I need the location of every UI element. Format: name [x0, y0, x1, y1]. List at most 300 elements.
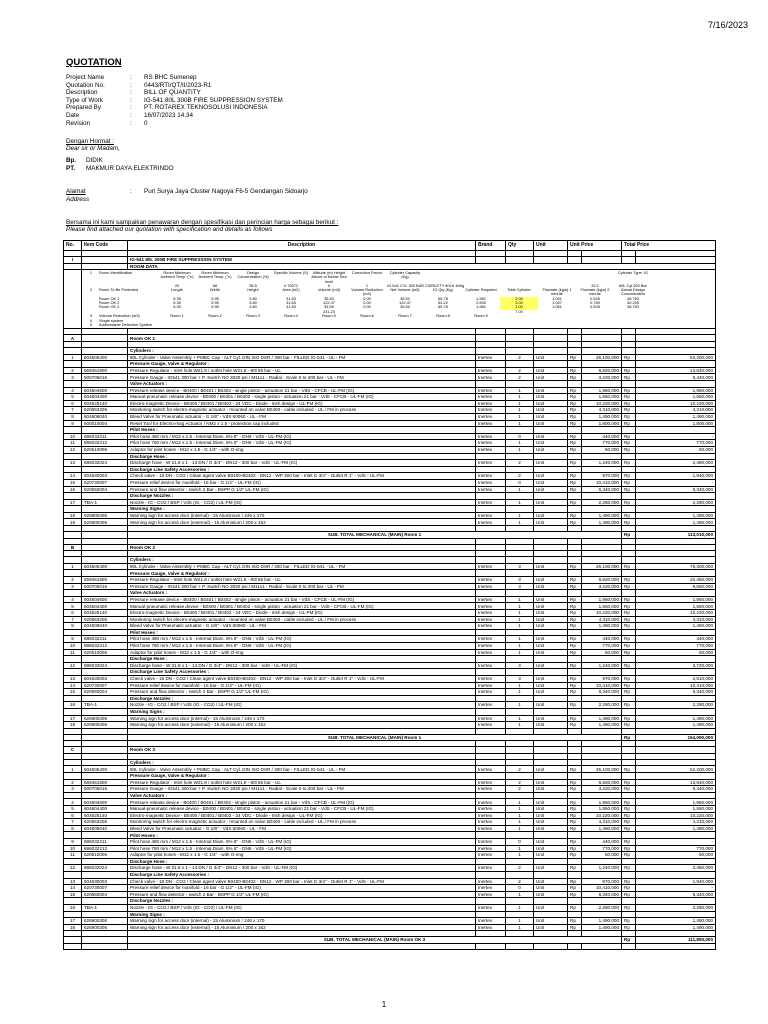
group-row: [64, 348, 716, 355]
table-cell: [582, 871, 622, 878]
item-brand: Inertex: [476, 891, 506, 898]
item-no: 8: [64, 825, 82, 832]
detection-row: [84, 323, 713, 327]
table-cell: [636, 590, 716, 597]
group-label: Cylinders :: [128, 759, 476, 766]
currency: Rp: [622, 577, 636, 584]
table-cell: [506, 898, 534, 905]
table-cell: [534, 466, 568, 473]
item-row: [64, 806, 716, 813]
subtotal-value: 154,090,000: [636, 734, 716, 741]
room-data-cell: [82, 270, 716, 329]
item-unit-price: 6,340,000: [582, 486, 622, 493]
group-row: [64, 695, 716, 702]
currency: Rp: [622, 904, 636, 911]
currency: Rp: [622, 937, 636, 944]
table-cell: [636, 656, 716, 663]
item-unit-price: 10,220,000: [582, 812, 622, 819]
item-code: 604604400: [82, 394, 128, 401]
info-value: RS BHC Sumenep: [144, 74, 197, 81]
room-data-value: 1.051: [552, 295, 562, 301]
currency: Rp: [568, 563, 582, 570]
table-cell: [622, 466, 636, 473]
table-cell: [506, 466, 534, 473]
room-data-value: Room 4: [284, 313, 298, 319]
item-unit-price: 10,410,000: [582, 885, 622, 892]
item-qty: 0: [506, 433, 534, 440]
header-no: No.: [64, 241, 82, 251]
item-unit: Unit: [534, 420, 568, 427]
table-cell: [64, 656, 82, 663]
table-cell: [64, 937, 82, 944]
currency: Rp: [622, 596, 636, 603]
subtotal-label: SUB. TOTAL MECHANICAL (MAIN) Room 1: [128, 532, 622, 539]
currency: Rp: [622, 715, 636, 722]
item-total-price: 52,200,000: [636, 354, 716, 361]
item-description: Nozzle - IG - CO2 / BSP / VdS (IG - CO2) / UL-FM (IG): [128, 904, 476, 911]
table-cell: [506, 759, 534, 766]
item-qty: 3: [506, 577, 534, 584]
room-data-value: 65.78: [438, 304, 448, 310]
room-data-block-row: [64, 270, 716, 329]
table-cell: [582, 898, 622, 905]
item-no: 7: [64, 407, 82, 414]
item-description: Pressure Regulator - Inlet hole W21.8 / outlet hole W21.8 - 80l 55 bar - UL: [128, 367, 476, 374]
room-data-value: Volume Reduction (m3): [351, 287, 383, 297]
item-unit: Unit: [534, 689, 568, 696]
item-unit-price: 50,000: [582, 649, 622, 656]
item-description: Pressure Regulator - Inlet hole W21.8 / outlet hole W21.8 - 80l 55 bar - UL: [128, 577, 476, 584]
item-unit: Unit: [534, 675, 568, 682]
table-cell: [82, 773, 128, 780]
table-cell: [622, 695, 636, 702]
item-no: 16: [64, 702, 82, 709]
subtotal-row: [64, 734, 716, 741]
currency: Rp: [622, 852, 636, 859]
room-data-value: 31.83: [286, 295, 296, 301]
item-qty: 1: [506, 413, 534, 420]
currency: Rp: [568, 473, 582, 480]
group-row: [64, 361, 716, 368]
table-cell: [506, 453, 534, 460]
item-code: 620730007: [82, 479, 128, 486]
table-cell: [568, 257, 582, 264]
item-unit: Unit: [534, 616, 568, 623]
item-brand: Inertex: [476, 918, 506, 925]
info-label: Description: [66, 89, 98, 97]
currency: Rp: [622, 722, 636, 729]
item-unit-price: 4,310,000: [582, 616, 622, 623]
item-brand: Inertex: [476, 702, 506, 709]
table-cell: [476, 257, 506, 264]
table-cell: [568, 381, 582, 388]
item-unit-price: 970,000: [582, 473, 622, 480]
table-cell: [476, 656, 506, 663]
table-cell: [622, 570, 636, 577]
item-total-price: 6,440,000: [636, 786, 716, 793]
item-description: Pressure and flow detector - switch 2 Bar - BSPP G 1/2" UL-FM (IG): [128, 891, 476, 898]
item-description: Warning sign for access door (external) - 15 Aluminium / 200 x 162: [128, 722, 476, 729]
item-code: 604625140: [82, 610, 128, 617]
currency: Rp: [622, 819, 636, 826]
item-brand: Inertex: [476, 649, 506, 656]
currency: Rp: [622, 519, 636, 526]
group-row: [64, 656, 716, 663]
currency: Rp: [568, 642, 582, 649]
table-cell: [622, 898, 636, 905]
info-colon: :: [130, 104, 132, 112]
group-label: Pressure Gauge, Valve & Regulator :: [128, 570, 476, 577]
currency: Rp: [622, 486, 636, 493]
group-row: [64, 708, 716, 715]
item-brand: Inertex: [476, 689, 506, 696]
item-unit-price: 1,490,000: [582, 924, 622, 931]
item-qty: 1: [506, 904, 534, 911]
table-cell: [476, 832, 506, 839]
item-code: 604630003: [82, 473, 128, 480]
table-cell: [534, 773, 568, 780]
table-cell: [568, 871, 582, 878]
currency: Rp: [622, 499, 636, 506]
room-data-value: [652, 323, 690, 327]
item-unit-price: 2,280,000: [582, 904, 622, 911]
item-row: [64, 374, 716, 381]
room-data-value: Room 7: [398, 313, 412, 319]
item-no: 5: [64, 603, 82, 610]
item-code: 500705016: [82, 583, 128, 590]
recipient-value: DIDIK: [86, 157, 103, 164]
item-total-price: -: [636, 839, 716, 846]
item-description: Pilot hose 760 mm / M12 x 1.5 - Internal Diam. 6% 8" - DN6 - VdS - UL-FM (IG): [128, 845, 476, 852]
currency: Rp: [622, 400, 636, 407]
table-cell: [476, 669, 506, 676]
item-total-price: 1,940,000: [636, 473, 716, 480]
item-row: [64, 799, 716, 806]
item-total-price: 3,720,000: [636, 662, 716, 669]
table-cell: [636, 871, 716, 878]
room-data-value: Room Identification: [99, 270, 133, 276]
item-no: 3: [64, 583, 82, 590]
table-cell: [82, 590, 128, 597]
item-description: Warning sign for access door (internal) - 15 Aluminium / 246 x 170: [128, 512, 476, 519]
table-cell: [128, 943, 476, 949]
page-title: QUOTATION: [66, 57, 122, 68]
item-total-price: 2,280,000: [636, 904, 716, 911]
table-cell: [476, 708, 506, 715]
table-cell: [64, 361, 82, 368]
room-data-value: 0.00: [363, 300, 371, 306]
table-cell: [64, 871, 82, 878]
blank-row: [64, 943, 716, 949]
currency: Rp: [568, 460, 582, 467]
item-row: [64, 689, 716, 696]
item-no: 17: [64, 499, 82, 506]
item-code: 620650004: [82, 689, 128, 696]
item-total-price: 6,340,000: [636, 486, 716, 493]
item-total-price: 1,490,000: [636, 918, 716, 925]
table-cell: [476, 381, 506, 388]
item-description: Nozzle - IG - CO2 / BSP / VdS (IG - CO2) / UL-FM (IG): [128, 702, 476, 709]
item-brand: Inertex: [476, 924, 506, 931]
item-unit: Unit: [534, 460, 568, 467]
currency: Rp: [622, 512, 636, 519]
table-cell: [476, 493, 506, 500]
item-row: [64, 354, 716, 361]
table-cell: [568, 453, 582, 460]
item-qty: 2: [506, 766, 534, 773]
room-data-value: 3.80: [249, 304, 257, 310]
table-cell: [622, 453, 636, 460]
header-brand: Brand: [476, 241, 506, 251]
item-no: 1: [64, 354, 82, 361]
table-cell: [476, 943, 506, 949]
item-qty: 1: [506, 499, 534, 506]
group-row: [64, 590, 716, 597]
item-no: 14: [64, 682, 82, 689]
item-description: Pressure relief device for manifold - 16 bar - G 1/2" - UL-FM (IG): [128, 479, 476, 486]
table-cell: [82, 453, 128, 460]
room-data-value: 5.95: [211, 304, 219, 310]
item-description: Monitoring switch for electro-magnetic actuator - mounted on valve B0400 - cable included - UL / FM in process: [128, 407, 476, 414]
item-brand: Inertex: [476, 440, 506, 447]
currency: Rp: [568, 446, 582, 453]
item-code: 626900306: [82, 512, 128, 519]
item-brand: Inertex: [476, 865, 506, 872]
room-data-value: [576, 323, 614, 327]
room-data-value: 5.35: [173, 300, 181, 306]
room-data-value: [462, 323, 500, 327]
info-value: IG-541 80L 300B FIRE SUPPRESSION SYSTEM: [144, 96, 283, 104]
group-row: [64, 792, 716, 799]
table-cell: [568, 669, 582, 676]
group-row: [64, 570, 716, 577]
item-description: Electro-magnetic Device - B0400 / B0401 / B0402 - 24 VDC - Diode - Irish design - UL-FM (IG): [128, 610, 476, 617]
table-cell: [636, 832, 716, 839]
item-unit-price: 440,000: [582, 433, 622, 440]
item-qty: 3: [506, 662, 534, 669]
currency: Rp: [568, 440, 582, 447]
table-cell: [82, 759, 128, 766]
table-cell: [64, 695, 82, 702]
item-total-price: 20,460,000: [636, 577, 716, 584]
table-cell: [568, 708, 582, 715]
table-cell: [506, 656, 534, 663]
item-description: Monitoring switch for electro-magnetic actuator - mounted on valve B0400 - cable included - UL / FM in process: [128, 616, 476, 623]
room-data-value: [272, 323, 310, 327]
table-cell: [534, 695, 568, 702]
subtotal-row: [64, 937, 716, 944]
item-unit-price: 26,100,000: [582, 563, 622, 570]
item-unit-price: 1,240,000: [582, 865, 622, 872]
currency: Rp: [568, 675, 582, 682]
table-cell: [64, 734, 82, 741]
section-no: C: [64, 747, 82, 754]
item-total-price: 1,940,000: [636, 878, 716, 885]
table-cell: [582, 695, 622, 702]
table-cell: [82, 532, 128, 539]
table-cell: [476, 911, 506, 918]
table-cell: [64, 532, 82, 539]
room-data-value: Actual Design Concentration: [620, 287, 646, 297]
item-total-price: 2,280,000: [636, 702, 716, 709]
item-brand: Inertex: [476, 512, 506, 519]
item-unit-price: 6,820,000: [582, 367, 622, 374]
item-total-price: 1,550,000: [636, 806, 716, 813]
table-cell: [64, 629, 82, 636]
table-cell: [582, 453, 622, 460]
item-qty: 1: [506, 446, 534, 453]
table-cell: [636, 747, 716, 754]
currency: Rp: [568, 649, 582, 656]
item-brand: Inertex: [476, 779, 506, 786]
page-number: 1: [381, 1000, 387, 1009]
item-description: Pressure Gauge - IG541 300 bar + P. Switch NO 3020 psi / M11x1 - Radial - Scale 0 to 400 bar - UL - FM: [128, 786, 476, 793]
currency: Rp: [622, 649, 636, 656]
currency: Rp: [622, 532, 636, 539]
item-row: [64, 878, 716, 885]
info-value: 0: [144, 119, 148, 127]
room-data-value: Area (m2): [282, 287, 300, 293]
item-brand: Inertex: [476, 642, 506, 649]
item-brand: Inertex: [476, 819, 506, 826]
item-code: 886032211: [82, 433, 128, 440]
item-unit-price: 1,550,000: [582, 603, 622, 610]
table-cell: [82, 695, 128, 702]
item-total-price: 13,640,000: [636, 779, 716, 786]
item-total-price: -: [636, 479, 716, 486]
item-row: [64, 845, 716, 852]
info-colon: :: [130, 89, 132, 97]
room-data-value: [652, 271, 690, 284]
item-description: Pressure and flow detector - switch 2 Bar - BSPP G 1/2" UL-FM (IG): [128, 486, 476, 493]
table-cell: [582, 427, 622, 434]
currency: Rp: [622, 583, 636, 590]
room-data-value: Room 2: [208, 313, 222, 319]
item-description: Warning sign for access door (internal) - 15 Aluminium / 246 x 170: [128, 918, 476, 925]
table-cell: [582, 759, 622, 766]
table-cell: [476, 466, 506, 473]
item-brand: Inertex: [476, 519, 506, 526]
table-cell: [506, 792, 534, 799]
table-cell: [534, 570, 568, 577]
table-cell: [82, 937, 128, 944]
item-no: 10: [64, 845, 82, 852]
currency: Rp: [622, 675, 636, 682]
item-qty: 1: [506, 642, 534, 649]
item-total-price: 50,000: [636, 852, 716, 859]
header-unit-price: Unit Price: [568, 241, 622, 251]
room-data-value: 5.35: [173, 304, 181, 310]
item-total-price: 4,310,000: [636, 616, 716, 623]
item-unit-price: 1,550,000: [582, 394, 622, 401]
table-cell: [636, 493, 716, 500]
item-code: 620663206: [82, 616, 128, 623]
intro-text: [66, 219, 338, 234]
table-cell: [534, 943, 568, 949]
item-row: [64, 486, 716, 493]
item-row: [64, 682, 716, 689]
item-unit: Unit: [534, 702, 568, 709]
item-total-price: 1,490,000: [636, 924, 716, 931]
item-no: 6: [64, 812, 82, 819]
table-cell: [82, 335, 128, 342]
table-cell: [506, 629, 534, 636]
room-data-value: [462, 271, 500, 284]
item-qty: 1: [506, 649, 534, 656]
table-cell: [582, 590, 622, 597]
currency: Rp: [568, 812, 582, 819]
table-cell: [622, 257, 636, 264]
item-qty: 0: [506, 839, 534, 846]
currency: Rp: [568, 819, 582, 826]
table-cell: [534, 708, 568, 715]
subtotal-label: SUB. TOTAL MECHANICAL (MAIN) Room OK 3: [128, 937, 622, 944]
item-row: [64, 852, 716, 859]
group-label: Warning Signs :: [128, 506, 476, 513]
table-cell: [64, 348, 82, 355]
room-data-value: 38.763: [627, 304, 639, 310]
table-cell: [64, 453, 82, 460]
table-cell: [506, 832, 534, 839]
table-cell: [636, 629, 716, 636]
room-data-value: Width: [210, 287, 220, 293]
item-unit: Unit: [534, 367, 568, 374]
room-data-grid: [84, 270, 713, 328]
table-cell: [622, 493, 636, 500]
item-no: 9: [64, 420, 82, 427]
item-description: Pilot hose 480 mm / M12 x 1.5 - Internal Diam. 6% 8" - DN6 - VdS - UL-FM (IG): [128, 433, 476, 440]
table-cell: [582, 493, 622, 500]
room-data-value: Flowrate (kg/s) 2 minute: [580, 287, 610, 297]
item-brand: Inertex: [476, 420, 506, 427]
item-code: 604606040: [82, 623, 128, 630]
section-name: Room OK 3: [128, 747, 476, 754]
currency: Rp: [622, 779, 636, 786]
item-brand: Inertex: [476, 400, 506, 407]
table-cell: [622, 759, 636, 766]
item-unit-price: 50,000: [582, 446, 622, 453]
table-cell: [506, 361, 534, 368]
currency: Rp: [622, 420, 636, 427]
room-data-value: [538, 271, 576, 284]
room-data-value: Room To Be Protected: [99, 287, 139, 293]
currency: Rp: [568, 387, 582, 394]
table-cell: [582, 257, 622, 264]
item-unit-price: 1,240,000: [582, 460, 622, 467]
room-data-value: 0: [327, 282, 331, 288]
table-cell: [534, 911, 568, 918]
item-brand: Inertex: [476, 786, 506, 793]
room-data-value: 5.95: [211, 295, 219, 301]
room-data-value: Design Concentration (%): [237, 270, 269, 280]
table-cell: [636, 898, 716, 905]
item-row: [64, 446, 716, 453]
currency: Rp: [622, 812, 636, 819]
table-cell: [568, 506, 582, 513]
table-cell: [622, 773, 636, 780]
table-cell: [582, 792, 622, 799]
info-value: 0443/RTI/QT/II/2023-R1: [144, 81, 212, 89]
item-qty: 1: [506, 440, 534, 447]
item-no: 4: [64, 799, 82, 806]
item-total-price: 50,000: [636, 649, 716, 656]
item-qty: 1: [506, 891, 534, 898]
item-unit-price: 1,490,000: [582, 519, 622, 526]
table-cell: [534, 557, 568, 564]
table-cell: [534, 257, 568, 264]
item-no: 1: [64, 766, 82, 773]
item-unit: Unit: [534, 662, 568, 669]
